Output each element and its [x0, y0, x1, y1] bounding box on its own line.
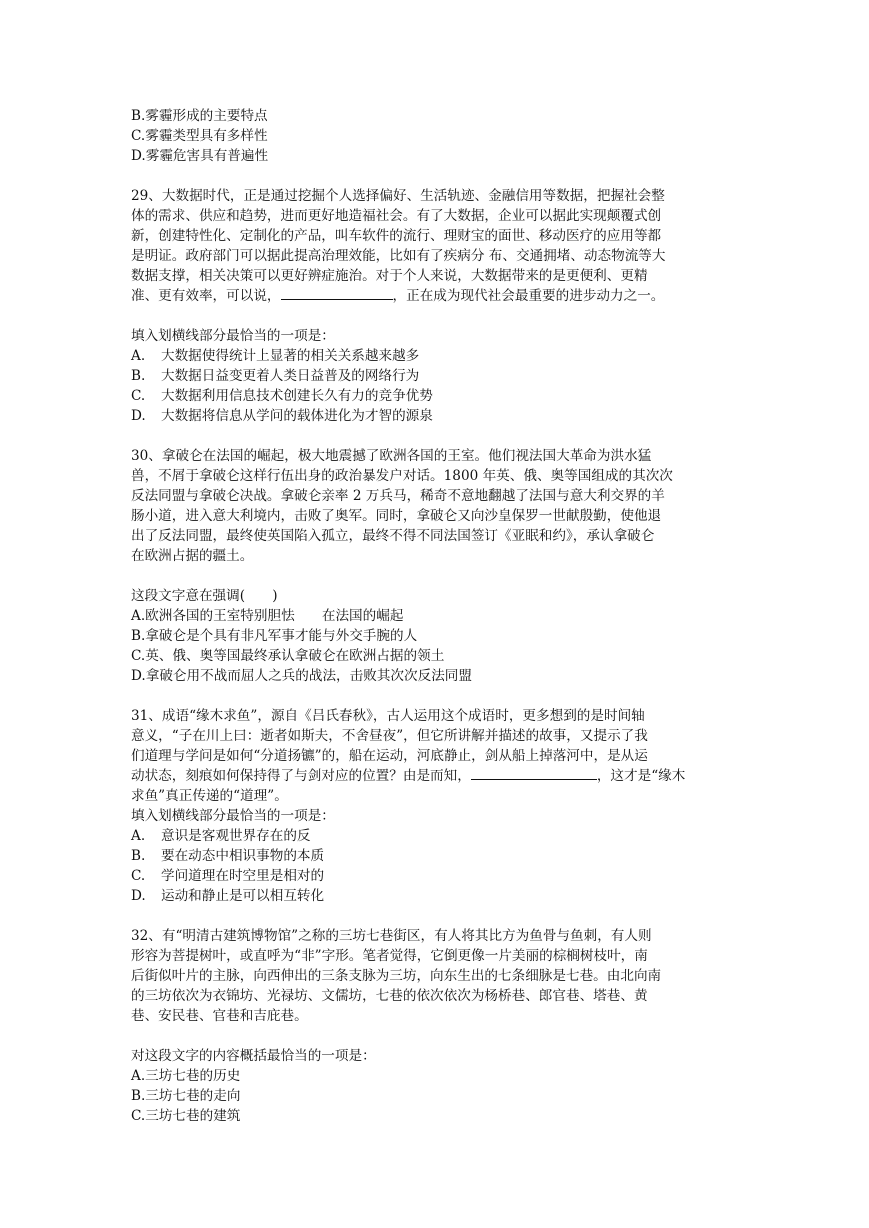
- q29-blank-after: ，正在成为现代社会最重要的进步动力之一。: [392, 288, 665, 304]
- q29-prompt: 填入划横线部分最恰当的一项是：: [131, 328, 335, 344]
- option-text: 大数据利用信息技术创建长久有力的竞争优势: [161, 388, 433, 404]
- option-text: 大数据日益变更着人类日益普及的网络行为: [161, 368, 420, 384]
- option-letter: A.: [131, 828, 146, 844]
- q30-line: 肠小道，进入意大利境内，击败了奥军。同时，拿破仑又向沙皇保罗一世献殷勤，使他退: [131, 508, 662, 524]
- q29-option-d: [131, 406, 741, 426]
- option-text: 学问道理在时空里是相对的: [161, 868, 325, 884]
- q32-line: 后街似叶片的主脉，向西伸出的三条支脉为三坊，向东生出的七条细脉是七巷。由北向南: [131, 968, 662, 984]
- q31-passage: [131, 706, 741, 806]
- q31-line: 们道理与学问是如何“分道扬镳”的，船在运动，河底静止，剑从船上掉落河中，是从运: [131, 748, 648, 764]
- q31-blank-line: [131, 766, 741, 786]
- q29-option-c: [131, 386, 741, 406]
- q29-line: 数据支撑，相关决策可以更好辨症施治。对于个人来说，大数据带来的是更便利、更精: [131, 268, 648, 284]
- q32-question: [131, 1046, 741, 1126]
- option-text: 要在动态中相识事物的本质: [161, 848, 325, 864]
- q29-answer-blank: [281, 287, 393, 300]
- q30-line: 30、拿破仑在法国的崛起，极大地震撼了欧洲各国的王室。他们视法国大革命为洪水猛: [131, 448, 652, 464]
- q30-question: [131, 586, 741, 686]
- q28-options: [131, 106, 741, 166]
- q30-line: 反法同盟与拿破仑决战。拿破仑亲率 2 万兵马，稀奇不意地翻越了法国与意大利交界的羊: [131, 488, 665, 504]
- option-text: 意识是客观世界存在的反: [161, 828, 311, 844]
- spacer: [131, 166, 741, 186]
- option-letter: B.: [131, 848, 146, 864]
- q30-passage: [131, 446, 741, 566]
- option-letter: C.: [131, 388, 146, 404]
- q31-option-a: [131, 826, 741, 846]
- q30-line: 出了反法同盟，最终使英国陷入孤立，最终不得不同法国签订《亚眠和约》，承认拿破仑: [131, 528, 655, 544]
- q30-line: 兽，不屑于拿破仑这样行伍出身的政治暴发户对话。1800 年英、俄、奥等国组成的其次次: [131, 468, 673, 484]
- q32-line: 巷、安民巷、官巷和吉庇巷。: [131, 1008, 308, 1024]
- q31-line: 意义，“子在川上曰：逝者如斯夫，不舍昼夜”，但它所讲解并描述的故事，又提示了我: [131, 728, 648, 744]
- q32-passage: [131, 926, 741, 1026]
- q30-option-c: C.英、俄、奥等国最终承认拿破仑在欧洲占据的领土: [131, 648, 445, 664]
- q32-prompt: 对这段文字的内容概括最恰当的一项是：: [131, 1048, 376, 1064]
- q31-option-b: [131, 846, 741, 866]
- q29-blank-line: [131, 286, 741, 306]
- q30-option-b: B.拿破仑是个具有非凡军事才能与外交手腕的人: [131, 628, 418, 644]
- q29-line: 29、大数据时代，正是通过挖掘个人选择偏好、生活轨迹、金融信用等数据，把握社会整: [131, 188, 665, 204]
- q29-line: 新，创建特性化、定制化的产品，叫车软件的流行、理财宝的面世、移动医疗的应用等都: [131, 228, 662, 244]
- option-letter: D.: [131, 888, 146, 904]
- q31-line: 求鱼”真正传递的“道理”。: [131, 788, 288, 804]
- q28-option-d: D.雾霾危害具有普遍性: [131, 148, 269, 164]
- q30-option-a: A.欧洲各国的王室特别胆怯 在法国的崛起: [131, 608, 404, 624]
- spacer: [131, 426, 741, 446]
- q31-blank-before: 动状态，刻痕如何保持得了与剑对应的位置？由是而知，: [131, 768, 471, 784]
- q31-option-d: [131, 886, 741, 906]
- q31-line: 31、成语“缘木求鱼”，源自《吕氏春秋》，古人运用这个成语时，更多想到的是时间轴: [131, 708, 645, 724]
- q29-line: 体的需求、供应和趋势，进而更好地造福社会。有了大数据，企业可以据此实现颠覆式创: [131, 208, 662, 224]
- q31-option-c: [131, 866, 741, 886]
- q32-line: 的三坊依次为衣锦坊、光禄坊、文儒坊，七巷的依次依次为杨桥巷、郎官巷、塔巷、黄: [131, 988, 648, 1004]
- q30-option-d: D.拿破仑用不战而屈人之兵的战法，击败其次次反法同盟: [131, 668, 472, 684]
- q28-option-b: B.雾霾形成的主要特点: [131, 108, 268, 124]
- q29-question: [131, 326, 741, 426]
- q29-option-a: [131, 346, 741, 366]
- option-text: 大数据将信息从学问的载体进化为才智的源泉: [161, 408, 433, 424]
- option-text: 运动和静止是可以相互转化: [161, 888, 325, 904]
- q31-prompt: 填入划横线部分最恰当的一项是：: [131, 808, 335, 824]
- option-letter: A.: [131, 348, 146, 364]
- q32-option-a: A.三坊七巷的历史: [131, 1068, 241, 1084]
- spacer: [131, 686, 741, 706]
- option-letter: B.: [131, 368, 146, 384]
- spacer: [131, 906, 741, 926]
- option-letter: C.: [131, 868, 146, 884]
- q29-line: 是明证。政府部门可以据此提高治理效能，比如有了疾病分 布、交通拥堵、动态物流等大: [131, 248, 666, 264]
- q31-blank-after: ，这才是“缘木: [596, 768, 686, 784]
- spacer: [131, 566, 741, 586]
- q29-option-b: [131, 366, 741, 386]
- document-page: [131, 106, 741, 1126]
- q30-prompt: 这段文字意在强调( ): [131, 588, 278, 604]
- spacer: [131, 1026, 741, 1046]
- q31-question: [131, 806, 741, 906]
- option-letter: D.: [131, 408, 146, 424]
- q32-option-b: B.三坊七巷的走向: [131, 1088, 241, 1104]
- q32-line: 形容为菩提树叶，或直呼为“非”字形。笔者觉得，它倒更像一片美丽的棕榈树枝叶，南: [131, 948, 648, 964]
- q32-line: 32、有“明清古建筑博物馆”之称的三坊七巷街区，有人将其比方为鱼骨与鱼刺，有人则: [131, 928, 652, 944]
- q32-option-c: C.三坊七巷的建筑: [131, 1108, 241, 1124]
- option-text: 大数据使得统计上显著的相关关系越来越多: [161, 348, 420, 364]
- q29-passage: [131, 186, 741, 306]
- spacer: [131, 306, 741, 326]
- q28-option-c: C.雾霾类型具有多样性: [131, 128, 268, 144]
- q30-line: 在欧洲占据的疆土。: [131, 548, 254, 564]
- q29-blank-before: 准、更有效率，可以说，: [131, 288, 281, 304]
- q31-answer-blank: [471, 767, 597, 780]
